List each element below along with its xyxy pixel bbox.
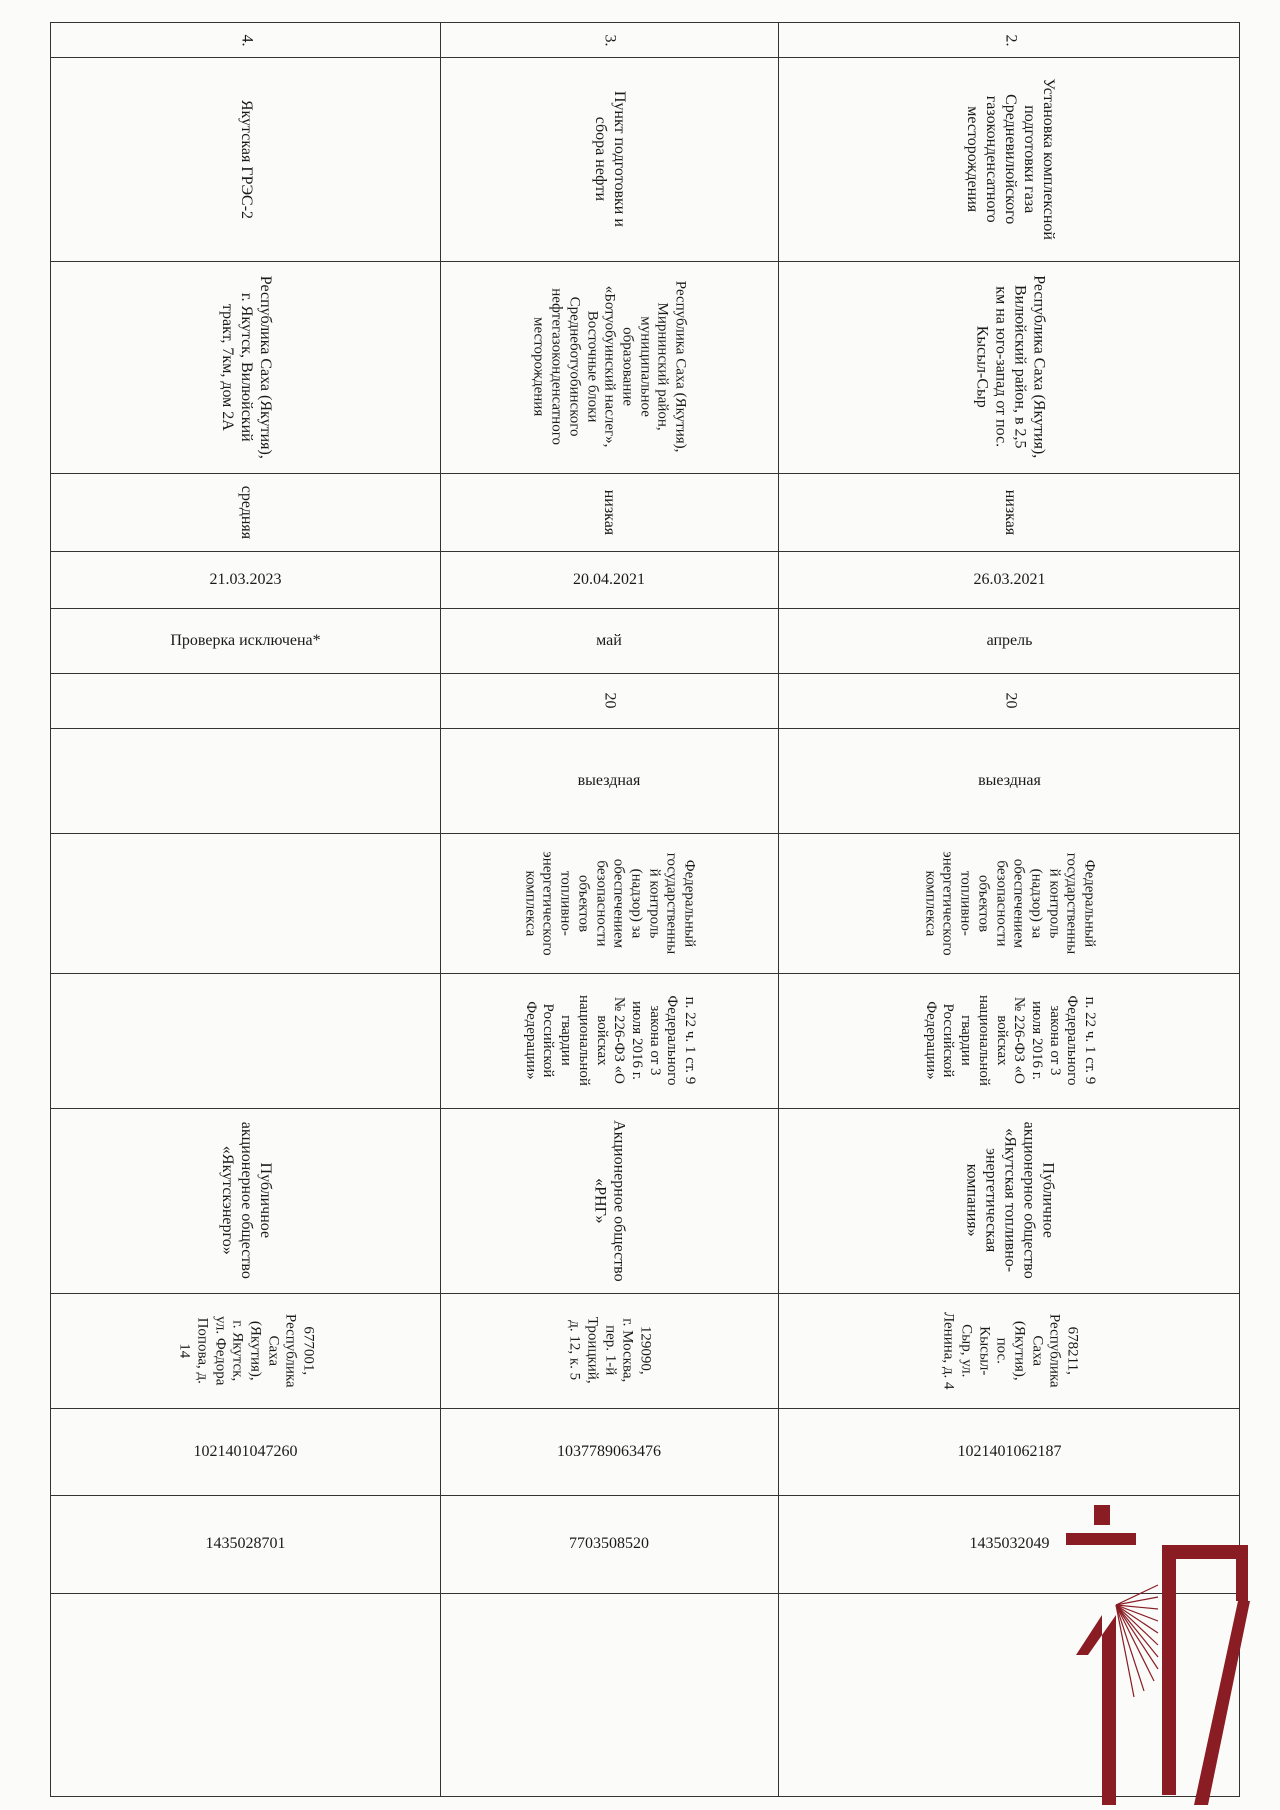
risk-category: низкая [1001,489,1019,535]
org-cell [440,1108,778,1293]
form-cell [440,728,778,833]
object-cell [440,57,778,261]
address-cell [440,261,778,473]
org-address-cell [778,1293,1241,1408]
ogrn: 1037789063476 [557,1442,661,1460]
last-check-date: 21.03.2023 [209,570,282,588]
object-name: Пункт подготовки и сбора нефти [591,90,628,228]
organization-address: 677001, Республика Саха (Якутия), г. Якутск, ул. Федора Попова, д. 14 [176,1313,317,1388]
org-cell [51,1108,440,1293]
control-type: Федеральный государственны й контроль (надзор) за обеспечением безопасности объектов топливно- энергетического комплекса [922,850,1098,956]
inn: 1435032049 [969,1535,1050,1552]
risk-category: низкая [601,489,619,535]
object-name: Установка комплексной подготовки газа Средневилюйского газоконденсатного месторождения [964,78,1057,240]
last-check-date: 26.03.2021 [973,570,1046,588]
days-cell [778,673,1241,728]
ogrn-cell [51,1408,440,1495]
organization-address: 129090, г. Москва, пер. 1-й Троицкий, д. 12, к. 5 [566,1317,654,1384]
control-type-cell [51,833,440,973]
ogrn-cell [440,1408,778,1495]
basis-cell [51,973,440,1108]
date-cell [440,551,778,608]
object-cell [778,57,1241,261]
risk-cell [778,473,1241,551]
legal-basis: п. 22 ч. 1 ст. 9 Федерального закона от 3 июля 2016 г. № 226-ФЗ «О войсках национальной гвардии Российской Федерации» [522,995,698,1086]
check-excluded-note: Проверка исключена* [170,631,321,649]
month-cell [440,608,778,673]
org-address-cell [440,1293,778,1408]
org-cell [778,1108,1241,1293]
organization-name: Публичное акционерное общество «Якутскэнерго» [219,1121,274,1280]
basis-cell [778,973,1241,1108]
object-address: Республика Саха (Якутия), Вилюйский район, в 2,5 км на юго-запад от пос. Кысыл-Сыр [973,275,1048,459]
check-days: 20 [1001,692,1019,709]
control-type-cell [778,833,1241,973]
object-cell [51,57,440,261]
basis-cell [440,973,778,1108]
organization-name: Акционерное общество «РНГ» [591,1119,628,1282]
organization-address: 678211, Республика Саха (Якутия), пос. Кысыл- Сыр, ул. Ленина, д. 4 [940,1311,1081,1390]
check-days: 20 [601,692,619,709]
month-cell [778,608,1241,673]
object-name: Якутская ГРЭС-2 [237,99,255,219]
org-address-cell [51,1293,440,1408]
date-cell [51,551,440,608]
date-cell [778,551,1241,608]
row-number-cell [440,23,778,57]
row-number: 3. [601,34,619,46]
risk-category: средняя [237,485,255,539]
inn-cell [51,1495,440,1593]
days-cell [440,673,778,728]
last-check-date: 20.04.2021 [573,570,645,588]
check-month: апрель [986,631,1033,649]
control-type: Федеральный государственны й контроль (надзор) за обеспечением безопасности объектов топливно- энергетического комплекса [522,850,698,956]
form-cell [51,728,440,833]
inn: 7703508520 [569,1535,649,1552]
check-month: май [596,631,622,649]
ogrn: 1021401047260 [193,1442,298,1460]
legal-basis: п. 22 ч. 1 ст. 9 Федерального закона от 3 июля 2016 г. № 226-ФЗ «О войсках национальной гвардии Российской Федерации» [922,995,1098,1086]
check-form: выездная [978,771,1041,789]
form-cell [778,728,1241,833]
inn-cell [440,1495,778,1593]
object-address: Республика Саха (Якутия), Мирнинский район, муниципальное образование «Ботуобуинский наслег», Восточные блоки Среднеботуобинского нефтегазоконденсатного месторождения [531,281,689,453]
days-cell [51,673,440,728]
risk-cell [440,473,778,551]
row-number-cell [51,23,440,57]
organization-name: Публичное акционерное общество «Якутская топливно- энергетическая компания» [964,1121,1057,1280]
row-number: 2. [1001,34,1019,46]
address-cell [51,261,440,473]
rosgvardia-shield-icon [1058,1505,1258,1805]
inn: 1435028701 [205,1535,286,1552]
row-number: 4. [237,34,255,46]
ogrn: 1021401062187 [957,1442,1062,1460]
month-cell [51,608,440,673]
object-address: Республика Саха (Якутия), г. Якутск, Вилюйский тракт, 7км, дом 2А [219,275,274,459]
control-type-cell [440,833,778,973]
address-cell [778,261,1241,473]
row-number-cell [778,23,1241,57]
ogrn-cell [778,1408,1241,1495]
risk-cell [51,473,440,551]
check-form: выездная [577,771,641,789]
